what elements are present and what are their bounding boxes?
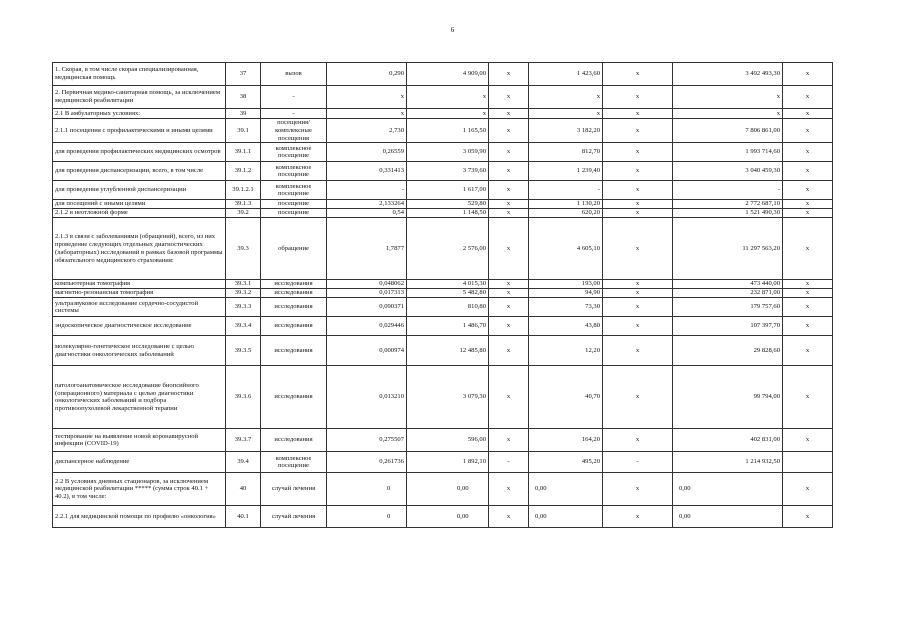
table-cell: x — [603, 429, 673, 452]
table-row — [53, 218, 833, 280]
table-cell: x — [783, 298, 833, 317]
table-cell: x — [603, 289, 673, 298]
table-cell: 11 297 563,20 — [673, 218, 783, 280]
table-cell: 3 040 459,30 — [673, 162, 783, 181]
table-cell: - — [529, 181, 603, 200]
table-cell: x — [489, 366, 529, 429]
table-cell: 0,090371 — [327, 298, 407, 317]
table-cell: x — [407, 86, 489, 109]
table-cell: случай лечения — [261, 473, 327, 506]
table-cell: комплексное посещение — [261, 143, 327, 162]
table-cell: 39.3.5 — [226, 336, 261, 366]
table-cell: для проведения углубленной диспансеризации — [53, 181, 226, 200]
table-cell: x — [783, 143, 833, 162]
table-cell: x — [783, 209, 833, 218]
table-cell: x — [673, 109, 783, 119]
table-cell: 2 576,00 — [407, 218, 489, 280]
table-cell: x — [489, 317, 529, 336]
table-cell: x — [489, 143, 529, 162]
table-cell: 0,029446 — [327, 317, 407, 336]
table-cell: 0,017313 — [327, 289, 407, 298]
table-cell: x — [783, 336, 833, 366]
table-cell: 0,00 — [673, 506, 783, 528]
table-cell: эндоскопическое диагностическое исследование — [53, 317, 226, 336]
table-cell: x — [489, 218, 529, 280]
table-cell: x — [603, 298, 673, 317]
table-cell: 94,90 — [529, 289, 603, 298]
table-cell: 39.1.2 — [226, 162, 261, 181]
table-cell: 620,20 — [529, 209, 603, 218]
table-cell: x — [529, 86, 603, 109]
table-cell: 0,331413 — [327, 162, 407, 181]
table-cell: 39.3.4 — [226, 317, 261, 336]
table-cell: 0 — [327, 506, 407, 528]
table-row — [53, 289, 833, 298]
table-cell: 0 — [327, 473, 407, 506]
table-cell: для посещений с иными целями — [53, 200, 226, 209]
table-cell: x — [783, 63, 833, 86]
table-cell: x — [783, 317, 833, 336]
table-cell: 1 239,40 — [529, 162, 603, 181]
table-row — [53, 429, 833, 452]
table-row — [53, 506, 833, 528]
table-cell: - — [673, 181, 783, 200]
table-cell: x — [603, 143, 673, 162]
table-cell: 12 485,80 — [407, 336, 489, 366]
table-row — [53, 473, 833, 506]
table-cell: 0,54 — [327, 209, 407, 218]
table-cell: x — [489, 119, 529, 143]
table-cell: x — [783, 506, 833, 528]
table-cell: 43,80 — [529, 317, 603, 336]
table-cell: 39.1.2.1 — [226, 181, 261, 200]
table-cell: 402 831,00 — [673, 429, 783, 452]
table-cell: 29 828,60 — [673, 336, 783, 366]
table-cell: 4 605,10 — [529, 218, 603, 280]
table-cell: x — [603, 119, 673, 143]
table-cell: диспансерное наблюдение — [53, 452, 226, 473]
table-cell: для проведения диспансеризации, всего, в том числе — [53, 162, 226, 181]
table-cell: x — [783, 86, 833, 109]
table-cell: комплексное посещение — [261, 452, 327, 473]
table-cell: 12,20 — [529, 336, 603, 366]
table-cell: 2.1.2 в неотложной форме — [53, 209, 226, 218]
table-row — [53, 200, 833, 209]
table-cell: комплексное посещение — [261, 181, 327, 200]
table-cell: x — [603, 63, 673, 86]
table-cell: x — [489, 298, 529, 317]
table-cell: x — [489, 109, 529, 119]
data-table — [52, 62, 833, 528]
table-cell: x — [783, 473, 833, 506]
table-cell: - — [327, 181, 407, 200]
table-cell: 179 757,60 — [673, 298, 783, 317]
table-cell: 3 739,60 — [407, 162, 489, 181]
table-cell: 3 182,20 — [529, 119, 603, 143]
table-row — [53, 119, 833, 143]
table-cell: исследования — [261, 317, 327, 336]
table-cell: - — [489, 452, 529, 473]
table-cell: x — [489, 473, 529, 506]
table-cell: x — [783, 200, 833, 209]
table-cell: 38 — [226, 86, 261, 109]
table-cell: 1 165,50 — [407, 119, 489, 143]
table-cell: x — [489, 289, 529, 298]
table-cell: 529,80 — [407, 200, 489, 209]
table-cell: вызов — [261, 63, 327, 86]
table-row — [53, 452, 833, 473]
table-cell: x — [783, 280, 833, 289]
table-cell: 1 214 932,50 — [673, 452, 783, 473]
table-cell: 7 806 861,00 — [673, 119, 783, 143]
table-cell: 39.1.1 — [226, 143, 261, 162]
table-row — [53, 181, 833, 200]
table-cell: x — [783, 119, 833, 143]
table-cell: 2.1 В амбулаторных условиях: — [53, 109, 226, 119]
table-cell: x — [603, 506, 673, 528]
table-cell: 39.4 — [226, 452, 261, 473]
table-cell: x — [673, 86, 783, 109]
table-cell: 40 — [226, 473, 261, 506]
table-cell: 4 909,00 — [407, 63, 489, 86]
table-cell: x — [603, 86, 673, 109]
table-cell: тестирование на выявление новой коронавирусной инфекции (COVID-19) — [53, 429, 226, 452]
table-row — [53, 86, 833, 109]
table-row — [53, 63, 833, 86]
table-cell: 596,00 — [407, 429, 489, 452]
table-cell: 810,80 — [407, 298, 489, 317]
table-cell: 3 079,30 — [407, 366, 489, 429]
table-cell: 0,00 — [529, 506, 603, 528]
table-cell: 1 617,00 — [407, 181, 489, 200]
table-cell: x — [603, 218, 673, 280]
table-cell: 1 130,20 — [529, 200, 603, 209]
table-cell: исследования — [261, 366, 327, 429]
table-cell: 0,000974 — [327, 336, 407, 366]
table-row — [53, 109, 833, 119]
table-cell: x — [489, 280, 529, 289]
table-cell: 0,00 — [673, 473, 783, 506]
table-cell: 1 486,70 — [407, 317, 489, 336]
table-cell: x — [603, 473, 673, 506]
table-row — [53, 143, 833, 162]
table-cell: x — [783, 218, 833, 280]
table-cell: x — [489, 200, 529, 209]
table-cell: исследования — [261, 298, 327, 317]
table-cell: 193,00 — [529, 280, 603, 289]
table-cell: посещение — [261, 200, 327, 209]
table-cell: 1 521 490,30 — [673, 209, 783, 218]
table-cell: исследования — [261, 289, 327, 298]
table-cell: 39.3.7 — [226, 429, 261, 452]
table-row — [53, 298, 833, 317]
table-cell: x — [783, 162, 833, 181]
table-cell: комплексное посещение — [261, 162, 327, 181]
table-cell: x — [783, 181, 833, 200]
table-cell: патологоанатомическое исследование биопсийного (операционного) материала с целью диагностики онкологических заболеваний и подбора противоопухолевой лекарственной терапии — [53, 366, 226, 429]
table-cell: компьютерная томография — [53, 280, 226, 289]
table-cell: 232 871,00 — [673, 289, 783, 298]
table-cell: x — [489, 506, 529, 528]
table-cell: x — [603, 200, 673, 209]
table-cell: посещение — [261, 209, 327, 218]
table-cell: x — [603, 209, 673, 218]
table-cell: 1 423,60 — [529, 63, 603, 86]
table-cell: 39 — [226, 109, 261, 119]
table-cell: 4 015,30 — [407, 280, 489, 289]
table-cell: x — [489, 336, 529, 366]
table-cell: 2.2 В условиях дневных стационаров, за исключением медицинской реабилитации ***** (сумма строк 40.1 + 40.2), в том числе: — [53, 473, 226, 506]
table-cell: 2,133264 — [327, 200, 407, 209]
table-cell: x — [783, 289, 833, 298]
table-cell: 39.3.3 — [226, 298, 261, 317]
table-cell: x — [603, 366, 673, 429]
table-cell: магнитно-резонансная томография — [53, 289, 226, 298]
table-cell: исследования — [261, 429, 327, 452]
table-cell: x — [603, 181, 673, 200]
table-cell: x — [327, 86, 407, 109]
table-cell: 3 492 493,30 — [673, 63, 783, 86]
table-cell: 0,00 — [407, 506, 489, 528]
table-cell: 2.1.3 в связи с заболеваниями (обращений), всего, из них проведение следующих отдельных диагностических (лабораторных) исследований в рамках базовой программы обязательного медицинского страхования: — [53, 218, 226, 280]
table-cell: 73,30 — [529, 298, 603, 317]
table-row — [53, 280, 833, 289]
table-cell: x — [603, 317, 673, 336]
table-cell: x — [327, 109, 407, 119]
table-cell: x — [489, 86, 529, 109]
table-cell: 39.1 — [226, 119, 261, 143]
table-cell: 0,290 — [327, 63, 407, 86]
table-row — [53, 209, 833, 218]
table-cell: посещения/комплексные посещения — [261, 119, 327, 143]
table-cell: - — [261, 109, 327, 119]
table-cell: - — [603, 452, 673, 473]
table-cell: исследования — [261, 280, 327, 289]
table-cell: 39.3.1 — [226, 280, 261, 289]
table-row — [53, 317, 833, 336]
table-cell: 39.1.3 — [226, 200, 261, 209]
table-cell: x — [489, 429, 529, 452]
table-cell: x — [603, 336, 673, 366]
table-cell: 2 772 687,10 — [673, 200, 783, 209]
table-cell: 2.1.1 посещения с профилактическими и иными целями — [53, 119, 226, 143]
table-cell: 0,00 — [407, 473, 489, 506]
table-cell: x — [407, 109, 489, 119]
table-cell: x — [603, 109, 673, 119]
table-cell: x — [783, 366, 833, 429]
table-cell: 1 892,10 — [407, 452, 489, 473]
table-body — [53, 63, 833, 528]
table-cell: 812,70 — [529, 143, 603, 162]
table-cell: 39.2 — [226, 209, 261, 218]
table-cell: 1 148,50 — [407, 209, 489, 218]
table-row — [53, 162, 833, 181]
table-row — [53, 366, 833, 429]
table-cell: 40.1 — [226, 506, 261, 528]
table-cell: ультразвуковое исследование сердечно-сосудистой системы — [53, 298, 226, 317]
table-row — [53, 336, 833, 366]
table-cell: молекулярно-генетическое исследование с целью диагностики онкологических заболеваний — [53, 336, 226, 366]
table-cell: 2,730 — [327, 119, 407, 143]
table-cell: случай лечения — [261, 506, 327, 528]
table-cell: x — [603, 162, 673, 181]
table-cell: 0,275507 — [327, 429, 407, 452]
table-cell: - — [261, 86, 327, 109]
table-cell: для проведения профилактических медицинских осмотров — [53, 143, 226, 162]
table-cell: 0,048062 — [327, 280, 407, 289]
table-cell: 0,261736 — [327, 452, 407, 473]
table-cell: x — [529, 109, 603, 119]
table-cell: 164,20 — [529, 429, 603, 452]
table-cell: 39.3 — [226, 218, 261, 280]
table-cell: 40,70 — [529, 366, 603, 429]
table-cell: x — [603, 280, 673, 289]
table-cell: x — [489, 162, 529, 181]
table-cell: 1,7877 — [327, 218, 407, 280]
table-cell: 1. Скорая, в том числе скорая специализированная, медицинская помощь — [53, 63, 226, 86]
table-cell: обращение — [261, 218, 327, 280]
table-cell: 107 397,70 — [673, 317, 783, 336]
table-cell: x — [489, 181, 529, 200]
table-cell: 473 440,00 — [673, 280, 783, 289]
table-cell: 39.3.2 — [226, 289, 261, 298]
table-cell: 39.3.6 — [226, 366, 261, 429]
table-cell: 495,20 — [529, 452, 603, 473]
page-number: 6 — [450, 26, 455, 34]
table-cell: 3 059,90 — [407, 143, 489, 162]
table-cell: 2. Первичная медико-санитарная помощь, за исключением медицинской реабилитации — [53, 86, 226, 109]
table-cell: x — [783, 109, 833, 119]
table-cell: x — [783, 429, 833, 452]
table-cell: 0,00 — [529, 473, 603, 506]
table-cell: x — [489, 63, 529, 86]
table-cell — [783, 452, 833, 473]
table-cell: 0,26559 — [327, 143, 407, 162]
table-cell: 2.2.1 для медицинской помощи по профилю «онкология» — [53, 506, 226, 528]
table-cell: 5 482,80 — [407, 289, 489, 298]
table-cell: 1 993 714,60 — [673, 143, 783, 162]
table-cell: исследования — [261, 336, 327, 366]
table-cell: 0,013210 — [327, 366, 407, 429]
table-cell: 37 — [226, 63, 261, 86]
table-cell: 99 794,00 — [673, 366, 783, 429]
table-cell: x — [489, 209, 529, 218]
